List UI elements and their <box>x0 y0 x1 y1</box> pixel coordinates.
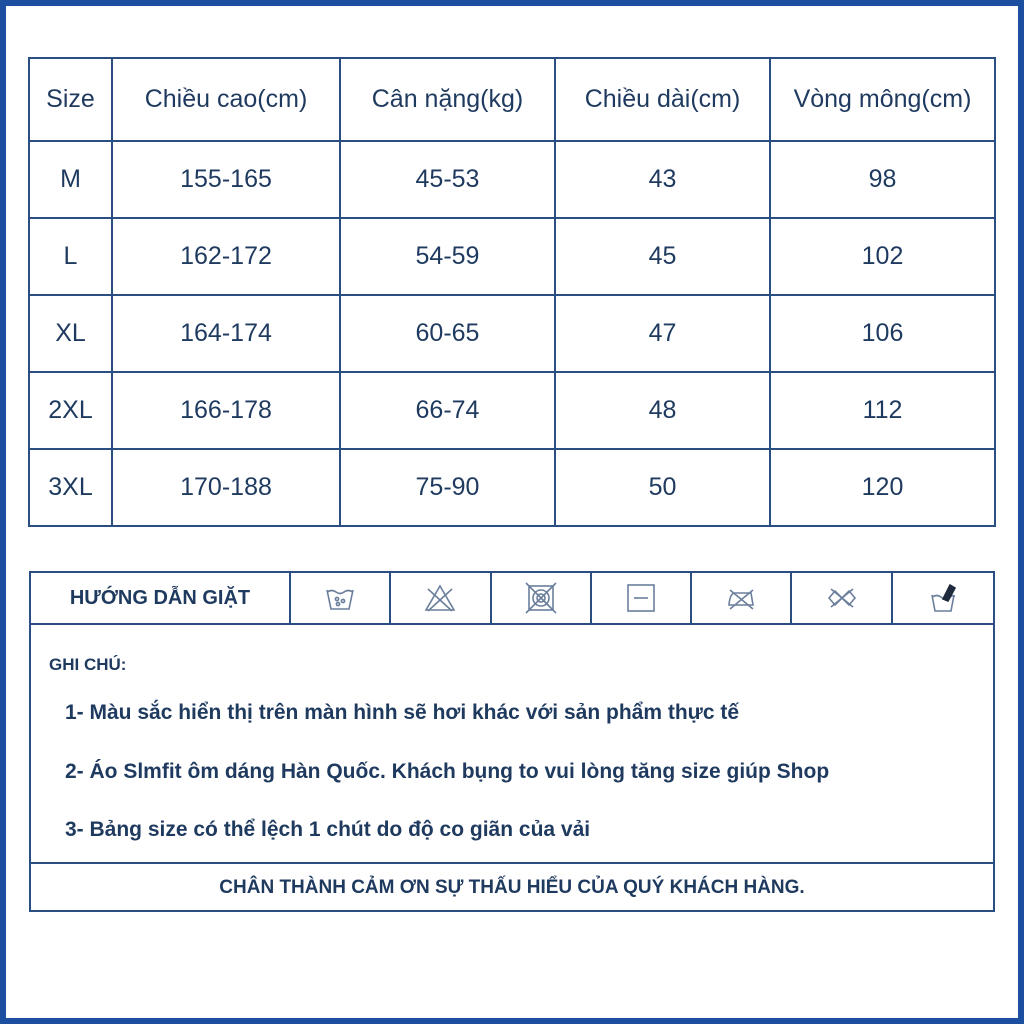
hand-wash-icon <box>893 573 993 623</box>
iron-low-icon <box>692 573 792 623</box>
header-row <box>29 58 995 141</box>
note-item: 3- Bảng size có thể lệch 1 chút do độ co giãn của vải <box>65 818 591 841</box>
cell-size: M <box>29 141 112 218</box>
table-row <box>29 141 995 218</box>
cell-size: L <box>29 218 112 295</box>
care-title: HƯỚNG DẪN GIẶT <box>31 573 291 623</box>
notes-title: GHI CHÚ: <box>49 655 127 674</box>
cell-weight: 66-74 <box>340 372 555 449</box>
care-panel <box>29 571 995 912</box>
cell-height: 170-188 <box>112 449 340 526</box>
table-row <box>29 372 995 449</box>
header-weight: Cân nặng(kg) <box>340 58 555 141</box>
care-instructions-row <box>31 573 993 625</box>
wash-30-icon <box>291 573 391 623</box>
cell-length: 48 <box>555 372 770 449</box>
header-size: Size <box>29 58 112 141</box>
cell-hip: 102 <box>770 218 995 295</box>
no-bleach-icon <box>391 573 491 623</box>
cell-size: 2XL <box>29 372 112 449</box>
cell-size: 3XL <box>29 449 112 526</box>
cell-size: XL <box>29 295 112 372</box>
cell-length: 45 <box>555 218 770 295</box>
dry-flat-icon <box>592 573 692 623</box>
cell-length: 50 <box>555 449 770 526</box>
header-height: Chiều cao(cm) <box>112 58 340 141</box>
cell-hip: 106 <box>770 295 995 372</box>
cell-length: 43 <box>555 141 770 218</box>
cell-hip: 112 <box>770 372 995 449</box>
header-hip: Vòng mông(cm) <box>770 58 995 141</box>
cell-weight: 75-90 <box>340 449 555 526</box>
cell-height: 155-165 <box>112 141 340 218</box>
cell-height: 164-174 <box>112 295 340 372</box>
size-table <box>28 57 996 527</box>
cell-hip: 98 <box>770 141 995 218</box>
no-tumble-dry-icon <box>492 573 592 623</box>
cell-length: 47 <box>555 295 770 372</box>
no-dry-clean-icon <box>792 573 892 623</box>
table-row <box>29 295 995 372</box>
cell-weight: 54-59 <box>340 218 555 295</box>
cell-hip: 120 <box>770 449 995 526</box>
table-row <box>29 449 995 526</box>
note-item: 1- Màu sắc hiển thị trên màn hình sẽ hơi khác với sản phẩm thực tế <box>65 701 740 724</box>
table-row <box>29 218 995 295</box>
cell-weight: 60-65 <box>340 295 555 372</box>
cell-height: 162-172 <box>112 218 340 295</box>
thanks-message: CHÂN THÀNH CẢM ƠN SỰ THẤU HIỂU CỦA QUÝ KHÁCH HÀNG. <box>31 862 993 912</box>
note-item: 2- Áo Slmfit ôm dáng Hàn Quốc. Khách bụng to vui lòng tăng size giúp Shop <box>65 760 830 783</box>
cell-weight: 45-53 <box>340 141 555 218</box>
header-length: Chiều dài(cm) <box>555 58 770 141</box>
cell-height: 166-178 <box>112 372 340 449</box>
